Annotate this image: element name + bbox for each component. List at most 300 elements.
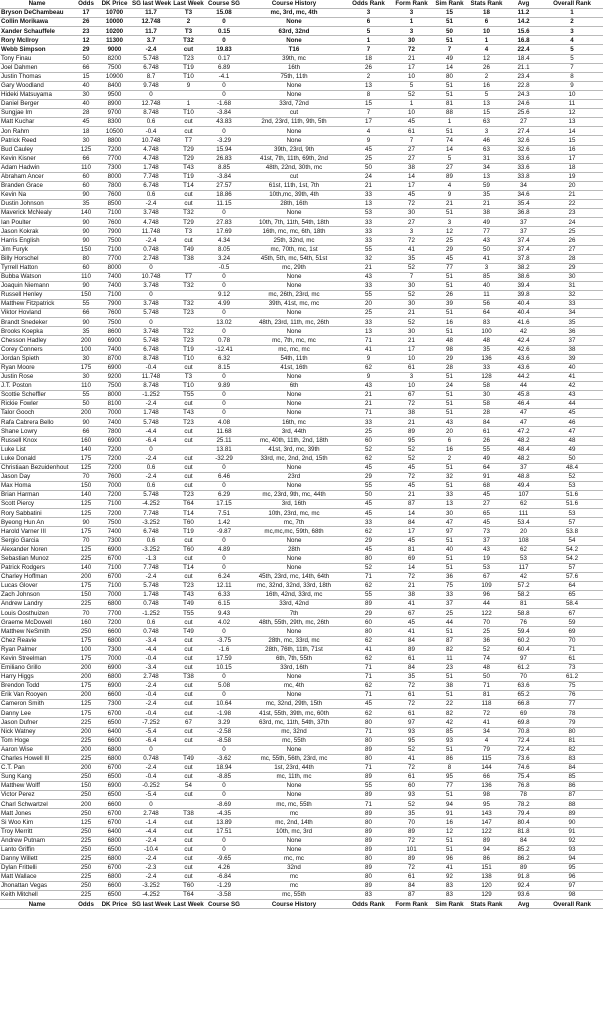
table-cell: T3 — [171, 9, 206, 18]
player-name-cell: Erik Van Rooyen — [0, 691, 74, 700]
table-row — [0, 372, 603, 381]
table-cell: mc, 55th — [242, 891, 346, 900]
table-cell: 0 — [131, 318, 171, 327]
player-name-cell: Tyrrell Hatton — [0, 263, 74, 272]
table-cell: 64 — [467, 309, 506, 318]
table-cell: 14 — [432, 145, 467, 154]
table-cell: 30 — [391, 300, 432, 309]
table-cell: 150 — [74, 782, 98, 791]
table-cell: 6700 — [98, 818, 131, 827]
table-cell: 51 — [432, 554, 467, 563]
table-cell: 51 — [432, 391, 467, 400]
table-cell: T29 — [171, 154, 206, 163]
table-row — [0, 381, 603, 390]
table-cell: 57.6 — [541, 572, 603, 581]
table-cell: 21 — [391, 418, 432, 427]
player-name-cell: Jason Dufner — [0, 718, 74, 727]
table-cell: 39.4 — [506, 281, 541, 290]
table-cell: mc, 7th, mc, mc — [242, 336, 346, 345]
table-cell: 66.8 — [506, 700, 541, 709]
table-cell: 23 — [541, 209, 603, 218]
table-cell: 33 — [432, 591, 467, 600]
table-cell: 30 — [74, 136, 98, 145]
table-cell: 136 — [467, 354, 506, 363]
table-cell: 29 — [432, 354, 467, 363]
table-cell: 41.6 — [506, 318, 541, 327]
table-cell: 0 — [206, 400, 242, 409]
table-cell: mc, 3rd, mc, 4th — [242, 9, 346, 18]
table-cell: 27.4 — [506, 127, 541, 136]
table-cell: 7 — [391, 136, 432, 145]
table-cell: T23 — [171, 336, 206, 345]
table-cell: 80 — [346, 718, 391, 727]
table-cell: 45 — [346, 545, 391, 554]
table-cell: 6.15 — [206, 600, 242, 609]
table-cell: 200 — [74, 409, 98, 418]
table-cell: 76.8 — [506, 782, 541, 791]
table-cell: 32 — [432, 472, 467, 481]
table-cell: 0 — [206, 327, 242, 336]
table-cell: 14.2 — [506, 18, 541, 27]
table-cell: 11 — [541, 100, 603, 109]
table-cell: 0 — [206, 536, 242, 545]
table-cell: 81 — [541, 736, 603, 745]
table-cell: 72 — [467, 709, 506, 718]
table-cell: 89 — [346, 809, 391, 818]
table-cell: 95 — [541, 863, 603, 872]
table-row — [0, 736, 603, 745]
table-cell: 39 — [541, 354, 603, 363]
table-cell: 44 — [467, 600, 506, 609]
table-cell: 79 — [541, 718, 603, 727]
table-cell: 30 — [391, 281, 432, 290]
table-cell: 73 — [467, 527, 506, 536]
table-cell: 40 — [74, 100, 98, 109]
table-cell: 36.8 — [506, 209, 541, 218]
player-name-cell: Brendon Todd — [0, 682, 74, 691]
table-cell: 72 — [391, 200, 432, 209]
table-cell: 41 — [467, 718, 506, 727]
table-cell: 3 — [391, 9, 432, 18]
table-cell: T64 — [171, 500, 206, 509]
table-cell: 13 — [346, 81, 391, 90]
player-name-cell: Sungjae Im — [0, 109, 74, 118]
table-cell: 19 — [467, 554, 506, 563]
table-cell: 51 — [432, 536, 467, 545]
table-cell: 79 — [467, 745, 506, 754]
table-cell: 147 — [467, 818, 506, 827]
table-cell: 117 — [506, 563, 541, 572]
table-cell: cut — [171, 481, 206, 490]
table-cell: 61 — [391, 654, 432, 663]
table-cell: 51 — [432, 81, 467, 90]
table-cell: 7100 — [98, 209, 131, 218]
table-cell: 71 — [346, 663, 391, 672]
table-cell: None — [242, 745, 346, 754]
table-cell: 5 — [391, 81, 432, 90]
table-cell: -7.252 — [131, 718, 171, 727]
table-cell: 140 — [74, 491, 98, 500]
table-row — [0, 527, 603, 536]
table-cell: 10th, 7th, 11th, 54th, 18th — [242, 218, 346, 227]
table-cell: 37 — [506, 218, 541, 227]
table-cell: 11.68 — [206, 427, 242, 436]
table-cell: 11.748 — [131, 372, 171, 381]
table-cell: 50 — [74, 400, 98, 409]
table-cell: 25 — [346, 309, 391, 318]
table-cell: -1.6 — [206, 645, 242, 654]
table-cell: 44 — [432, 618, 467, 627]
table-cell: 20 — [346, 300, 391, 309]
table-cell: -4.1 — [206, 72, 242, 81]
table-cell: 10.748 — [131, 136, 171, 145]
table-cell: 7700 — [98, 154, 131, 163]
table-cell: 13 — [432, 500, 467, 509]
table-row — [0, 691, 603, 700]
table-cell: 67 — [541, 609, 603, 618]
table-row — [0, 827, 603, 836]
table-cell: 9.89 — [206, 381, 242, 390]
table-cell: 32 — [541, 291, 603, 300]
table-cell: 9 — [346, 372, 391, 381]
table-cell: 69.8 — [506, 718, 541, 727]
table-cell: 0 — [206, 627, 242, 636]
table-cell: 54th, 11th — [242, 354, 346, 363]
table-cell: 25 — [432, 609, 467, 618]
table-cell: 6800 — [98, 636, 131, 645]
player-name-cell: Harold Varner III — [0, 527, 74, 536]
table-cell: 78 — [506, 791, 541, 800]
table-cell: 11 — [432, 654, 467, 663]
table-cell: 19 — [541, 172, 603, 181]
table-cell: 70 — [541, 636, 603, 645]
table-cell: 53.4 — [506, 518, 541, 527]
table-cell: 122 — [467, 827, 506, 836]
table-cell: 7400 — [98, 527, 131, 536]
table-cell: 6 — [346, 18, 391, 27]
table-cell: 7500 — [98, 518, 131, 527]
table-cell: 45 — [391, 618, 432, 627]
table-cell: -4.252 — [131, 891, 171, 900]
table-cell: 51 — [432, 409, 467, 418]
table-cell: -9.65 — [206, 854, 242, 863]
table-cell: -1.252 — [131, 609, 171, 618]
table-cell: 25 — [541, 227, 603, 236]
table-cell: 14 — [541, 127, 603, 136]
table-row — [0, 572, 603, 581]
player-name-cell: Graeme McDowell — [0, 618, 74, 627]
table-cell: cut — [171, 200, 206, 209]
table-cell: 63 — [467, 118, 506, 127]
table-cell: 57.2 — [506, 582, 541, 591]
table-cell: 16th, mc, mc, 6th, 18th — [242, 227, 346, 236]
table-row — [0, 463, 603, 472]
table-cell: 50 — [346, 491, 391, 500]
table-cell: 12.748 — [131, 100, 171, 109]
player-name-cell: Matthew Wolff — [0, 782, 74, 791]
table-cell: 59.4 — [506, 627, 541, 636]
table-cell: 5.748 — [131, 582, 171, 591]
table-cell: 8000 — [98, 263, 131, 272]
table-cell — [171, 445, 206, 454]
table-cell: T19 — [171, 63, 206, 72]
table-cell: 6.29 — [206, 491, 242, 500]
table-cell: 16 — [432, 445, 467, 454]
table-cell: 45 — [346, 463, 391, 472]
table-cell: 94 — [467, 845, 506, 854]
table-row — [0, 409, 603, 418]
table-cell: T32 — [171, 327, 206, 336]
table-cell: -3.4 — [131, 663, 171, 672]
table-cell: 6.32 — [206, 354, 242, 363]
table-row — [0, 582, 603, 591]
table-cell: 42.6 — [506, 345, 541, 354]
table-cell: 52 — [346, 563, 391, 572]
table-cell: 53 — [506, 554, 541, 563]
table-cell: 55 — [467, 445, 506, 454]
table-cell: cut — [242, 109, 346, 118]
table-cell: T60 — [171, 545, 206, 554]
table-cell: 8.05 — [206, 245, 242, 254]
table-row — [0, 845, 603, 854]
table-cell: T19 — [171, 345, 206, 354]
table-row — [0, 345, 603, 354]
table-cell: 108 — [506, 536, 541, 545]
table-cell: 4.08 — [206, 418, 242, 427]
table-cell: -3.4 — [131, 636, 171, 645]
table-cell: 6th, 7th, 55th — [242, 654, 346, 663]
table-cell: 51 — [432, 309, 467, 318]
player-name-cell: Max Homa — [0, 481, 74, 490]
table-cell: 10th, mc, 3rd — [242, 827, 346, 836]
table-cell: 15.94 — [206, 145, 242, 154]
table-cell: -1.252 — [131, 391, 171, 400]
player-name-cell: Jason Kokrak — [0, 227, 74, 236]
table-cell: 82 — [432, 709, 467, 718]
table-row — [0, 181, 603, 190]
table-cell: 140 — [74, 445, 98, 454]
table-cell: 71 — [467, 682, 506, 691]
table-cell: 42 — [506, 327, 541, 336]
table-cell: cut — [171, 618, 206, 627]
table-row — [0, 272, 603, 281]
table-cell: 1.748 — [131, 409, 171, 418]
table-cell: 69 — [541, 627, 603, 636]
table-cell: 45 — [346, 700, 391, 709]
table-cell: 8.85 — [206, 163, 242, 172]
table-cell: 89 — [391, 645, 432, 654]
table-cell: 13.81 — [206, 445, 242, 454]
table-cell: 39.8 — [506, 291, 541, 300]
table-row — [0, 100, 603, 109]
table-cell: 37.4 — [506, 236, 541, 245]
top-column-header: Course SG — [206, 0, 242, 9]
table-cell: -2.4 — [131, 200, 171, 209]
table-cell: 0 — [206, 309, 242, 318]
table-cell: 225 — [74, 836, 98, 845]
table-cell: None — [242, 391, 346, 400]
table-cell: 140 — [74, 209, 98, 218]
table-cell: T55 — [171, 391, 206, 400]
table-cell: 26 — [432, 291, 467, 300]
table-cell: 84 — [541, 763, 603, 772]
player-name-cell: Matthew NeSmith — [0, 627, 74, 636]
table-cell: 28th, mc, 33rd, mc — [242, 636, 346, 645]
table-cell: 250 — [74, 772, 98, 781]
table-cell: 45 — [467, 518, 506, 527]
table-cell: 35 — [391, 672, 432, 681]
table-cell: 8 — [346, 90, 391, 99]
player-name-cell: Rory Sabbatini — [0, 509, 74, 518]
table-cell: 8600 — [98, 327, 131, 336]
table-cell: 39th, 41st, mc, mc — [242, 300, 346, 309]
player-name-cell: Si Woo Kim — [0, 818, 74, 827]
table-cell: 41st, 16th — [242, 363, 346, 372]
table-cell: 80 — [432, 72, 467, 81]
table-cell: 45 — [346, 500, 391, 509]
table-cell: 51 — [432, 281, 467, 290]
table-row — [0, 791, 603, 800]
table-cell: 13.02 — [206, 318, 242, 327]
table-cell: 52 — [541, 472, 603, 481]
table-cell: None — [242, 90, 346, 99]
table-cell: 15.6 — [506, 27, 541, 36]
table-cell: 85 — [467, 272, 506, 281]
table-row — [0, 354, 603, 363]
player-name-cell: Nick Watney — [0, 727, 74, 736]
table-cell: cut — [171, 682, 206, 691]
table-cell: T19 — [171, 172, 206, 181]
table-cell: 7300 — [98, 645, 131, 654]
table-cell: 35 — [391, 809, 432, 818]
table-cell: None — [242, 845, 346, 854]
table-cell: 15 — [541, 136, 603, 145]
table-row — [0, 72, 603, 81]
table-row — [0, 554, 603, 563]
table-cell: 13 — [346, 327, 391, 336]
top-column-header: Form Rank — [391, 0, 432, 9]
table-cell: 51.6 — [541, 491, 603, 500]
table-row — [0, 772, 603, 781]
table-cell: 175 — [74, 363, 98, 372]
table-cell: 61st, 11th, 1st, 7th — [242, 181, 346, 190]
table-cell: 1.748 — [131, 163, 171, 172]
table-cell: 84 — [506, 836, 541, 845]
table-cell: 27 — [541, 245, 603, 254]
table-cell: 101 — [391, 845, 432, 854]
table-cell: 60.4 — [506, 645, 541, 654]
table-cell: 51.6 — [541, 500, 603, 509]
table-cell: 23 — [74, 27, 98, 36]
table-cell: 0 — [206, 845, 242, 854]
table-cell: 37 — [432, 600, 467, 609]
table-cell: 12.748 — [131, 18, 171, 27]
table-cell: 41 — [541, 372, 603, 381]
table-cell: 80 — [346, 627, 391, 636]
player-name-cell: Harry Higgs — [0, 672, 74, 681]
table-row — [0, 281, 603, 290]
table-cell: -2.4 — [131, 572, 171, 581]
table-cell: 6500 — [98, 891, 131, 900]
table-cell: 6400 — [98, 827, 131, 836]
table-cell: 67 — [391, 391, 432, 400]
table-cell: 25 — [346, 427, 391, 436]
table-cell: mc, 29th — [242, 263, 346, 272]
player-name-cell: Ian Poulter — [0, 218, 74, 227]
table-row — [0, 436, 603, 445]
bottom-column-header: Sim Rank — [432, 900, 467, 909]
table-cell: 89 — [346, 827, 391, 836]
table-cell: 52 — [467, 645, 506, 654]
table-cell: T32 — [171, 36, 206, 45]
table-cell: 8.748 — [131, 354, 171, 363]
table-cell: 38 — [391, 591, 432, 600]
table-cell: 1 — [467, 36, 506, 45]
table-cell: 14 — [391, 563, 432, 572]
table-cell: 6.24 — [206, 572, 242, 581]
table-row — [0, 254, 603, 263]
table-row — [0, 163, 603, 172]
table-cell: -6.4 — [131, 436, 171, 445]
table-cell: T49 — [171, 600, 206, 609]
table-cell: 175 — [74, 582, 98, 591]
table-cell: 89 — [391, 854, 432, 863]
table-cell: 13 — [467, 100, 506, 109]
table-cell: 10200 — [98, 27, 131, 36]
table-cell: 45 — [346, 145, 391, 154]
table-cell: 8500 — [98, 200, 131, 209]
player-name-cell: Hideki Matsuyama — [0, 90, 74, 99]
table-cell: 58 — [467, 400, 506, 409]
table-row — [0, 891, 603, 900]
table-cell: 9 — [432, 190, 467, 199]
table-cell: 51 — [432, 400, 467, 409]
table-cell: 18.94 — [206, 763, 242, 772]
table-cell: 27 — [506, 118, 541, 127]
table-cell: 78.2 — [506, 800, 541, 809]
table-cell: 40.4 — [506, 300, 541, 309]
table-cell: 4 — [541, 36, 603, 45]
table-cell: 38 — [391, 163, 432, 172]
table-cell: 72 — [391, 45, 432, 54]
table-cell: -2.4 — [131, 763, 171, 772]
table-cell: 22 — [432, 700, 467, 709]
table-cell: 61 — [541, 654, 603, 663]
table-cell: 21 — [346, 181, 391, 190]
table-cell: 47 — [506, 409, 541, 418]
table-cell: 57 — [541, 563, 603, 572]
table-cell: 75 — [432, 582, 467, 591]
table-cell: T32 — [171, 300, 206, 309]
table-cell: 4 — [467, 736, 506, 745]
player-name-cell: Justin Rose — [0, 372, 74, 381]
table-cell: 10.748 — [131, 272, 171, 281]
table-cell: 40 — [432, 545, 467, 554]
table-cell: 67 — [171, 718, 206, 727]
table-cell: 0 — [206, 81, 242, 90]
bottom-column-header: Course History — [242, 900, 346, 909]
table-cell: 7000 — [98, 591, 131, 600]
table-cell: 18 — [346, 54, 391, 63]
player-name-cell: Tom Hoge — [0, 736, 74, 745]
table-row — [0, 309, 603, 318]
table-cell: 24.6 — [506, 100, 541, 109]
table-cell: 71 — [346, 691, 391, 700]
table-cell: 33 — [541, 300, 603, 309]
table-cell: T23 — [171, 54, 206, 63]
table-cell: 33rd, mc, 2nd, 2nd, 15th — [242, 454, 346, 463]
table-cell: 62 — [346, 363, 391, 372]
